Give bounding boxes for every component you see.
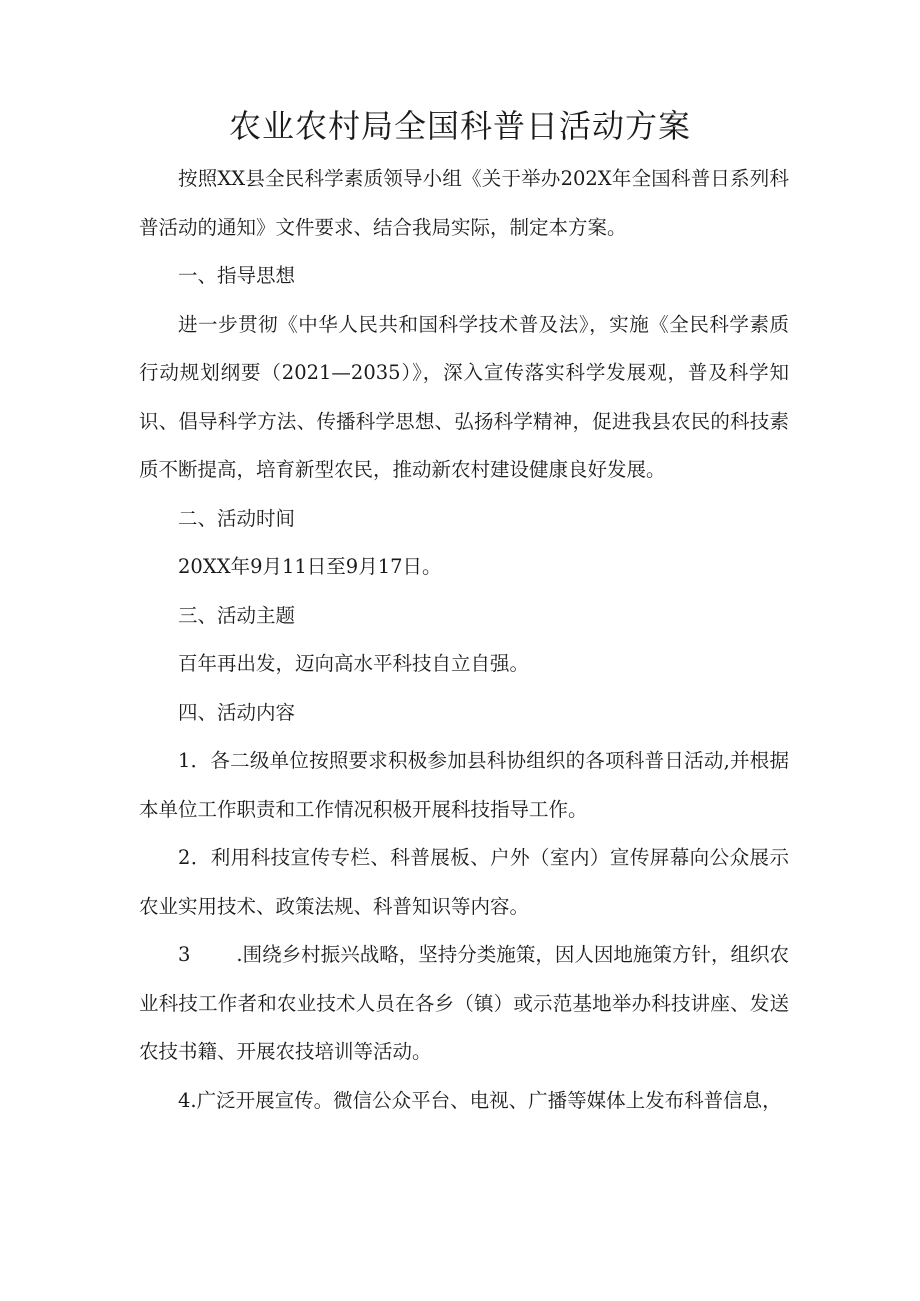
content-item-1: 1．各二级单位按照要求积极参加县科协组织的各项科普日活动,并根据本单位工作职责和工作情况积极开展科技指导工作。 xyxy=(139,749,789,821)
document-body xyxy=(139,155,789,1125)
content-item-3-number: 3 xyxy=(178,943,191,966)
content-item-3-text: .围绕乡村振兴战略，坚持分类施策，因人因地施策方针，组织农业科技工作者和农业技术人员在各乡（镇）或示范基地举办科技讲座、发送农技书籍、开展农技培训等活动。 xyxy=(139,943,789,1063)
section4-heading: 四、活动内容 xyxy=(178,700,296,724)
document-title: 农业农村局全国科普日活动方案 xyxy=(228,107,691,145)
content-item-4: 4.广泛开展宣传。微信公众平台、电视、广播等媒体上发布科普信息， xyxy=(178,1088,782,1112)
section2-paragraph: 20XX年9月11日至9月17日。 xyxy=(178,555,442,578)
content-item-2: 2．利用科技宣传专栏、科普展板、户外（室内）宣传屏幕向公众展示农业实用技术、政策法规、科普知识等内容。 xyxy=(139,846,789,918)
section2-heading: 二、活动时间 xyxy=(178,506,296,530)
intro-paragraph: 按照XX县全民科学素质领导小组《关于举办202X年全国科普日系列科普活动的通知》文件要求、结合我局实际，制定本方案。 xyxy=(139,167,789,239)
section1-heading: 一、指导思想 xyxy=(178,264,296,287)
section3-heading: 三、活动主题 xyxy=(178,603,296,627)
section3-paragraph: 百年再出发，迈向高水平科技自立自强。 xyxy=(178,652,530,675)
content-item-3 xyxy=(139,931,789,1077)
section1-paragraph: 进一步贯彻《中华人民共和国科学技术普及法》，实施《全民科学素质行动规划纲要（2021—2035）》，深入宣传落实科学发展观，普及科学知识、倡导科学方法、传播科学思想、弘扬科学精神，促进我县农民的科技素质不断提高，培育新型农民，推动新农村建设健康良好发展。 xyxy=(139,312,789,481)
